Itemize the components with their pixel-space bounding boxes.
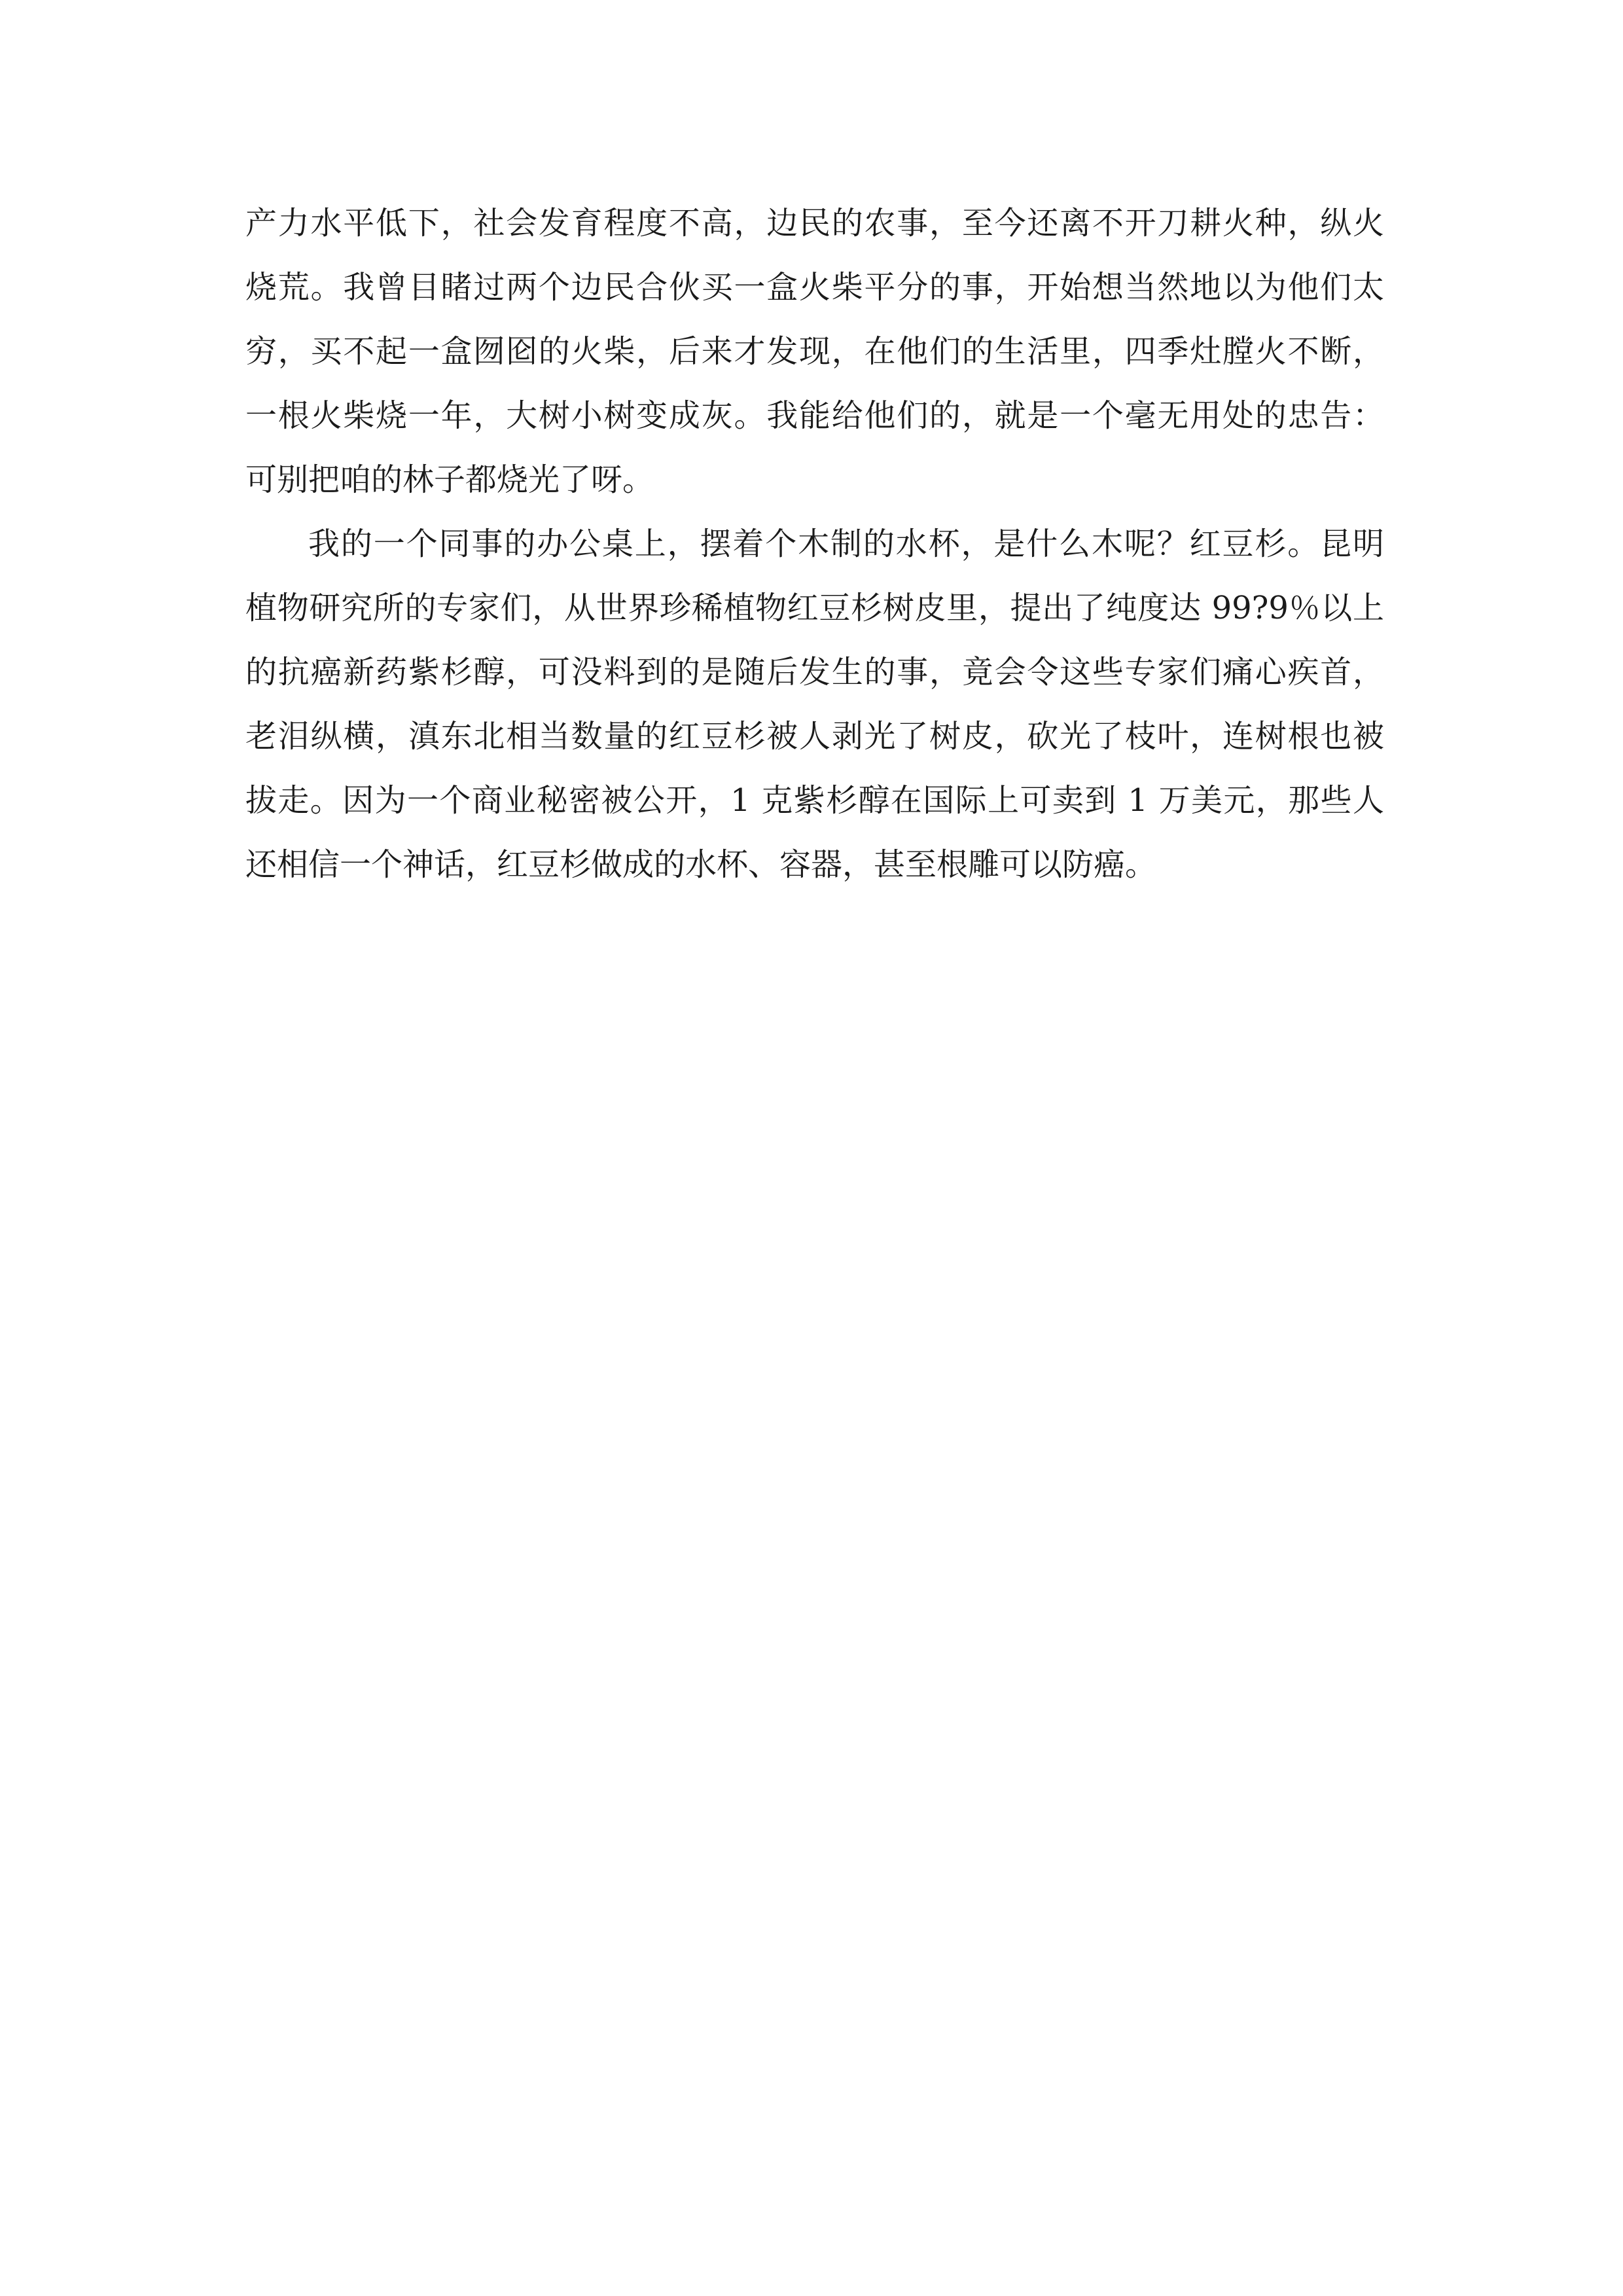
paragraph-line: 穷，买不起一盒囫囵的火柴，后来才发现，在他们的生活里，四季灶膛火不断， [245, 333, 1384, 370]
paragraph-line: 的抗癌新药紫杉醇，可没料到的是随后发生的事，竟会令这些专家们痛心疾首， [245, 654, 1384, 691]
paragraph-line: 可别把咱的林子都烧光了呀。 [245, 461, 654, 498]
paragraph-2 [245, 512, 1384, 897]
paragraph-line: 烧荒。我曾目睹过两个边民合伙买一盒火柴平分的事，开始想当然地以为他们太 [245, 269, 1384, 306]
paragraph-line: 我的一个同事的办公桌上，摆着个木制的水杯，是什么木呢？红豆杉。昆明 [308, 526, 1384, 562]
paragraph-line: 还相信一个神话，红豆杉做成的水杯、容器，甚至根雕可以防癌。 [245, 846, 1157, 883]
body-text [245, 191, 1384, 897]
paragraph-1 [245, 191, 1384, 512]
paragraph-line: 产力水平低下，社会发育程度不高，边民的农事，至今还离不开刀耕火种，纵火 [245, 205, 1384, 242]
paragraph-line: 老泪纵横，滇东北相当数量的红豆杉被人剥光了树皮，砍光了枝叶，连树根也被 [245, 718, 1384, 755]
paragraph-line: 一根火柴烧一年，大树小树变成灰。我能给他们的，就是一个毫无用处的忠告： [245, 397, 1384, 434]
paragraph-line: 拔走。因为一个商业秘密被公开，1 克紫杉醇在国际上可卖到 1 万美元，那些人 [245, 782, 1384, 819]
paragraph-line: 植物研究所的专家们，从世界珍稀植物红豆杉树皮里，提出了纯度达 99?9％以上 [245, 590, 1384, 626]
